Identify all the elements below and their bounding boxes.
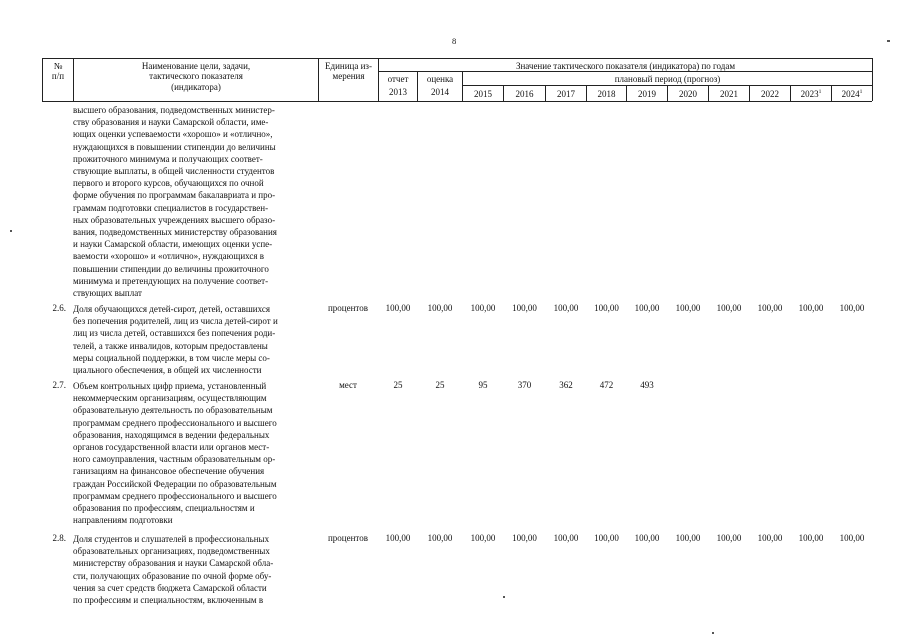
description-line: ющих оценки успеваемости «хорошо» и «отлично», [73, 129, 273, 140]
row-number: 2.7. [52, 380, 66, 390]
footnote-mark: 1 [818, 89, 822, 95]
description-line: граммам подготовки специалистов в государствен- [73, 202, 269, 213]
header-estimate: оценка [426, 74, 454, 84]
header-col-unit: Единица из- мерения [325, 61, 372, 82]
description-line: циального обеспечения, в общей их численности [73, 365, 262, 375]
description-line: Доля студентов и слушателей в профессиональных [73, 534, 270, 544]
header-year: 2013 [389, 87, 407, 97]
value-cell: 100,00 [594, 533, 619, 543]
header-year: 2019 [638, 89, 656, 99]
value-cell: 493 [640, 380, 654, 390]
description-line: без попечения родителей, лиц из числа детей-сирот и [73, 316, 278, 327]
value-cell: 100,00 [798, 303, 824, 313]
description-line: ганизациям на финансовое обеспечение обучения [73, 466, 265, 477]
header-col-name: Наименование цели, задачи, тактического показателя (индикатора) [141, 61, 251, 92]
description-line: ствующие выплаты, в общей численности студентов [73, 166, 275, 176]
description-line: ствующих выплат [73, 288, 142, 298]
header-year: 2022 [761, 89, 779, 99]
description-line: меры социальной поддержки, в том числе меры со- [73, 352, 270, 363]
description-line: нуждающихся в повышении стипендии до величины [73, 141, 276, 152]
header-year-2023 [791, 89, 831, 99]
description-line: первого и второго курсов, обучающихся по очной [73, 178, 264, 189]
value-cell: 100,00 [839, 303, 865, 313]
description-line: минимума и претендующих на получение соответ- [73, 275, 269, 286]
unit-cell: мест [339, 380, 357, 390]
description-line: сти, получающих образование по очной форме обу- [73, 570, 272, 581]
description-line: повышении стипендии до величины прожиточного [73, 263, 269, 274]
value-cell: 370 [517, 380, 532, 390]
scan-speck [503, 596, 505, 598]
description-line: Доля обучающихся детей-сирот, детей, оставшихся [73, 304, 270, 314]
description-line: ваемости «хорошо» и «отлично», нуждающихся в [73, 251, 265, 262]
row-number: 2.6. [52, 303, 66, 313]
unit-cell: процентов [327, 303, 368, 313]
value-cell: 100,00 [512, 303, 537, 313]
header-values-group: Значение тактического показателя (индикатора) по годам [515, 61, 736, 71]
description-line: лиц из числа детей, оставшихся без попечения роди- [73, 328, 276, 339]
description-line: ству образования и науки Самарской области, име- [73, 117, 269, 128]
value-cell: 100,00 [634, 303, 660, 313]
scan-speck [10, 230, 12, 232]
header-year: 2015 [474, 89, 492, 99]
header-year: 2021 [720, 89, 738, 99]
description-line: форме обучения по программам бакалавриата и про- [73, 190, 276, 201]
description-line: образовательных организациях, подведомственных [73, 546, 270, 557]
description-line: органов государственной власти или органов мест- [73, 442, 270, 452]
scan-speck [712, 632, 714, 634]
header-year-2024 [832, 89, 872, 99]
value-cell: 100,00 [470, 533, 496, 543]
description-line: телей, а также инвалидов, которым предоставлены [73, 340, 268, 351]
value-cell: 25 [435, 380, 445, 390]
header-col-no: № п/п [51, 61, 65, 82]
value-cell: 100,00 [553, 303, 579, 313]
value-cell: 25 [393, 380, 403, 390]
value-cell: 100,00 [839, 533, 865, 543]
footnote-mark: 1 [859, 89, 863, 95]
description-line: чения за счет средств бюджета Самарской области [73, 582, 267, 593]
description-line: Объем контрольных цифр приема, установленный [73, 381, 267, 391]
scan-speck [887, 40, 890, 42]
description-line: программам среднего профессионального и высшего [73, 417, 277, 428]
value-cell: 100,00 [716, 533, 742, 543]
description-line: некоммерческим организациям, осуществляющим [73, 393, 267, 404]
value-cell: 100,00 [716, 303, 742, 313]
value-cell: 100,00 [553, 533, 579, 543]
value-cell: 100,00 [427, 533, 453, 543]
value-cell: 472 [599, 380, 614, 390]
description-line: прожиточного минимума и получающих соответ- [73, 153, 263, 164]
value-cell: 100,00 [757, 303, 783, 313]
description-line: ного самоуправления, частным образовательным ор- [73, 454, 276, 465]
description-line: направлениям подготовки [73, 515, 173, 526]
value-cell: 100,00 [675, 533, 701, 543]
value-cell: 100,00 [512, 533, 537, 543]
header-year: 2014 [431, 87, 449, 97]
header-year: 2018 [597, 89, 616, 99]
value-cell: 100,00 [675, 303, 701, 313]
header-year-2023-label: 2023 [800, 89, 819, 99]
description-line: образования, находящимся в ведении федеральных [73, 429, 270, 440]
header-year: 2017 [557, 89, 575, 99]
description-line: высшего образования, подведомственных министер- [73, 105, 275, 115]
value-cell: 100,00 [427, 303, 453, 313]
description-line: образования по профессиям, специальностям и [73, 503, 255, 513]
description-line: министерству образования и науки Самарской обла- [73, 558, 274, 569]
header-year: 2020 [679, 89, 697, 99]
unit-cell: процентов [327, 533, 368, 543]
value-cell: 100,00 [594, 303, 619, 313]
description-line: образовательную деятельность по образовательным [73, 405, 273, 416]
header-bottom-rule [42, 101, 872, 102]
row-number: 2.8. [52, 533, 66, 543]
header-year: 2016 [515, 89, 534, 99]
value-cell: 362 [559, 380, 573, 390]
description-line: граждан Российской Федерации по образовательным [73, 478, 277, 489]
header-report: отчет [387, 74, 409, 84]
description-line: программам среднего профессионального и высшего [73, 490, 277, 501]
header-top-rule [42, 58, 872, 59]
value-cell: 100,00 [470, 303, 496, 313]
value-cell: 100,00 [385, 303, 411, 313]
page-number: 8 [452, 36, 457, 46]
description-line: и науки Самарской области, имеющих оценки успе- [73, 239, 273, 250]
value-cell: 100,00 [385, 533, 411, 543]
header-year-2024-label: 2024 [841, 89, 860, 99]
description-line: по профессиям и специальностям, включенным в [73, 595, 264, 605]
description-line: вания, подведомственных министерству образования [73, 227, 277, 237]
header-vrule [872, 58, 873, 101]
value-cell: 100,00 [798, 533, 824, 543]
value-cell: 100,00 [634, 533, 660, 543]
value-cell: 100,00 [757, 533, 783, 543]
description-line: ных образовательных учреждениях высшего образо- [73, 214, 276, 225]
header-planned: плановый период (прогноз) [614, 74, 721, 84]
value-cell: 95 [478, 380, 488, 390]
